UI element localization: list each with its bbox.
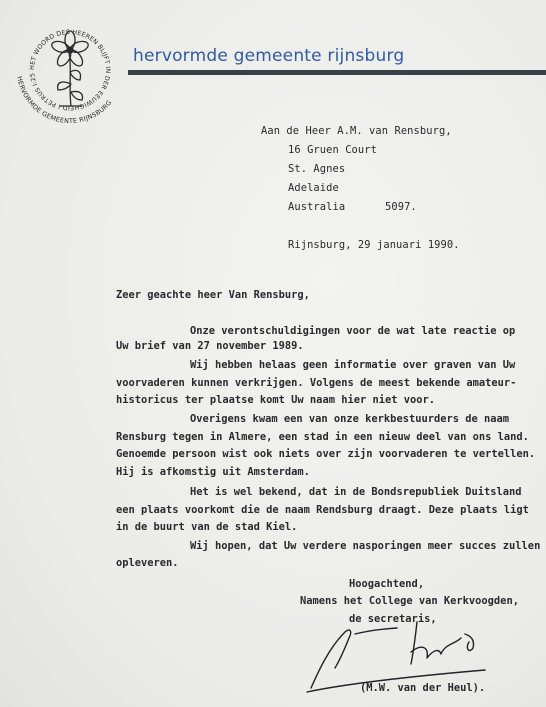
organization-name: hervormde gemeente rijnsburg: [133, 46, 405, 66]
address-line-3: St. Agnes: [288, 163, 346, 175]
address-line-4: Adelaide: [288, 182, 339, 194]
address-line-2: 16 Gruen Court: [288, 144, 377, 156]
body-line: een plaats voorkomt die de naam Rendsburg draagt. Deze plaats ligt: [116, 504, 529, 516]
body-line: Uw brief van 27 november 1989.: [116, 340, 304, 352]
body-line: Wij hopen, dat Uw verdere nasporingen meer succes zullen: [190, 540, 541, 552]
body-line: in de buurt van de stad Kiel.: [116, 521, 298, 533]
address-line-1: Aan de Heer A.M. van Rensburg,: [261, 125, 452, 137]
body-line: Wij hebben helaas geen informatie over graven van Uw: [190, 359, 516, 371]
body-line: Genoemde persoon wist ook niets over zijn voorvaderen te vertellen.: [116, 448, 536, 460]
svg-text:HERVORMDE GEMEENTE RIJNSBURG: HERVORMDE GEMEENTE RIJNSBURG: [15, 75, 114, 126]
body-line: Onze verontschuldigingen voor de wat late reactie op: [190, 325, 516, 337]
body-line: Hij is afkomstig uit Amsterdam.: [116, 466, 310, 478]
letterhead-rule: [128, 70, 546, 75]
church-seal-logo: [10, 10, 130, 130]
letter-date: Rijnsburg, 29 januari 1990.: [288, 239, 460, 251]
body-line: Rensburg tegen in Almere, een stad in een nieuw deel van ons land.: [116, 431, 529, 443]
closing-role: de secretaris,: [349, 613, 437, 625]
body-line: voorvaderen kunnen verkrijgen. Volgens de meest bekende amateur-: [116, 377, 517, 389]
signatory-name: (M.W. van der Heul).: [360, 682, 486, 694]
body-line: Overigens kwam een van onze kerkbestuurders de naam: [190, 413, 510, 425]
address-postcode: 5097.: [385, 201, 417, 213]
body-line: opleveren.: [116, 557, 179, 569]
salutation: Zeer geachte heer Van Rensburg,: [116, 289, 310, 301]
closing-on-behalf: Namens het College van Kerkvoogden,: [300, 595, 519, 607]
address-country: Australia: [288, 201, 346, 213]
body-line: Het is wel bekend, dat in de Bondsrepubliek Duitsland: [190, 486, 522, 498]
body-line: historicus ter plaatse komt Uw naam hier niet voor.: [116, 394, 436, 406]
closing-regards: Hoogachtend,: [349, 578, 425, 590]
lily-flower-icon: [50, 31, 89, 106]
svg-text:HET WOORD DES HEEREN BLIJFT IN: HET WOORD DES HEEREN BLIJFT IN DER EEUWIGHEID I PETRUS I:25: [28, 28, 112, 112]
